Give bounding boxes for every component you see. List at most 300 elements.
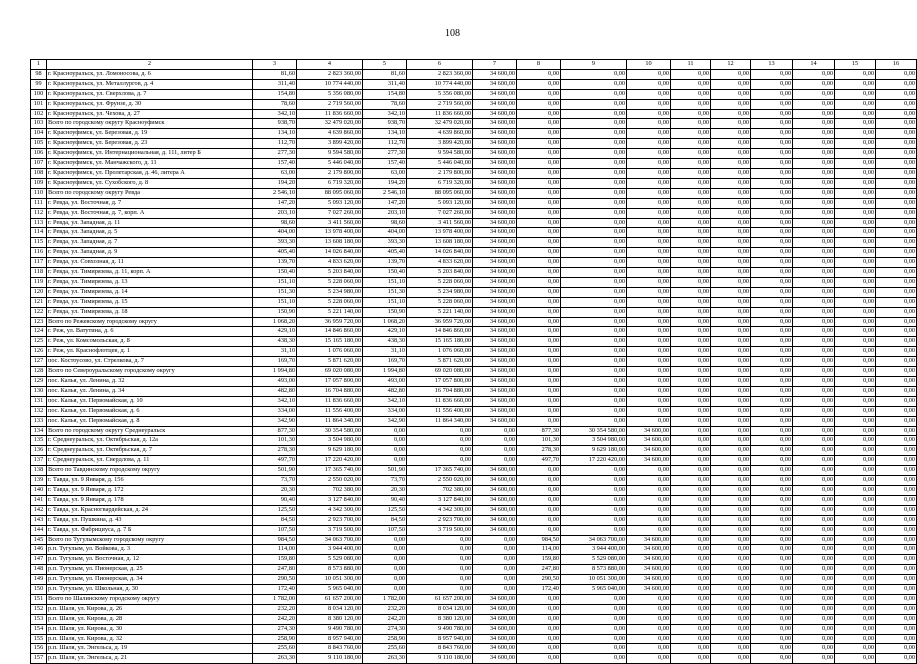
- row-number-cell: 117: [31, 258, 47, 268]
- value-cell: 0,00: [363, 555, 407, 565]
- value-cell: 34 600,00: [473, 634, 517, 644]
- value-cell: 34 600,00: [473, 327, 517, 337]
- value-cell: 14 026 840,00: [407, 248, 473, 258]
- table-row: [31, 139, 917, 149]
- value-cell: 3 719 500,00: [297, 525, 363, 535]
- value-cell: 0,00: [627, 347, 671, 357]
- value-cell: 0,00: [517, 89, 561, 99]
- address-cell: р.п. Тугулым, ул. Школьная, д. 30: [47, 585, 253, 595]
- value-cell: 247,80: [253, 565, 297, 575]
- row-number-cell: 137: [31, 456, 47, 466]
- value-cell: 34 600,00: [627, 426, 671, 436]
- table-row: [31, 485, 917, 495]
- value-cell: 0,00: [561, 178, 627, 188]
- value-cell: 34 600,00: [473, 297, 517, 307]
- value-cell: 0,00: [751, 624, 793, 634]
- value-cell: 0,00: [627, 367, 671, 377]
- value-cell: 0,00: [627, 485, 671, 495]
- value-cell: 0,00: [835, 69, 876, 79]
- value-cell: 5 203 840,00: [297, 268, 363, 278]
- value-cell: 0,00: [711, 565, 751, 575]
- value-cell: 9 629 180,00: [297, 446, 363, 456]
- value-cell: 11 864 340,00: [407, 416, 473, 426]
- row-number-cell: 98: [31, 69, 47, 79]
- value-cell: 0,00: [751, 654, 793, 664]
- value-cell: 34 600,00: [473, 367, 517, 377]
- value-cell: 0,00: [671, 377, 711, 387]
- value-cell: 0,00: [751, 119, 793, 129]
- value-cell: 30 354 580,00: [297, 426, 363, 436]
- value-cell: 0,00: [751, 149, 793, 159]
- value-cell: 34 600,00: [473, 129, 517, 139]
- value-cell: 0,00: [561, 347, 627, 357]
- value-cell: 0,00: [517, 505, 561, 515]
- value-cell: 0,00: [876, 545, 917, 555]
- value-cell: 0,00: [711, 287, 751, 297]
- value-cell: 8 034 120,00: [407, 604, 473, 614]
- value-cell: 0,00: [711, 456, 751, 466]
- value-cell: 5 356 080,00: [297, 89, 363, 99]
- value-cell: 0,00: [876, 139, 917, 149]
- value-cell: 0,00: [627, 109, 671, 119]
- value-cell: 0,00: [517, 268, 561, 278]
- value-cell: 0,00: [751, 218, 793, 228]
- value-cell: 0,00: [751, 268, 793, 278]
- value-cell: 0,00: [793, 149, 835, 159]
- row-number-cell: 99: [31, 79, 47, 89]
- value-cell: 938,70: [253, 119, 297, 129]
- value-cell: 0,00: [751, 248, 793, 258]
- value-cell: 0,00: [517, 614, 561, 624]
- row-number-cell: 157: [31, 654, 47, 664]
- value-cell: 0,00: [561, 317, 627, 327]
- value-cell: 278,30: [517, 446, 561, 456]
- value-cell: 0,00: [561, 614, 627, 624]
- value-cell: 0,00: [876, 565, 917, 575]
- value-cell: 0,00: [627, 505, 671, 515]
- value-cell: 0,00: [751, 327, 793, 337]
- value-cell: 1 782,00: [253, 594, 297, 604]
- value-cell: 0,00: [671, 337, 711, 347]
- value-cell: 0,00: [876, 505, 917, 515]
- value-cell: 34 600,00: [473, 614, 517, 624]
- value-cell: 32 479 020,00: [407, 119, 473, 129]
- value-cell: 84,50: [363, 515, 407, 525]
- table-row: [31, 268, 917, 278]
- value-cell: 0,00: [711, 327, 751, 337]
- value-cell: 0,00: [835, 515, 876, 525]
- value-cell: 0,00: [793, 218, 835, 228]
- value-cell: 2 719 560,00: [297, 99, 363, 109]
- value-cell: 0,00: [517, 99, 561, 109]
- address-cell: Всего по Североуральскому городскому округу: [47, 367, 253, 377]
- value-cell: 429,10: [363, 327, 407, 337]
- value-cell: 0,00: [671, 198, 711, 208]
- value-cell: 0,00: [627, 644, 671, 654]
- value-cell: 0,00: [671, 525, 711, 535]
- row-number-cell: 104: [31, 129, 47, 139]
- value-cell: 5 446 040,00: [407, 159, 473, 169]
- value-cell: 0,00: [751, 535, 793, 545]
- value-cell: 63,00: [363, 168, 407, 178]
- value-cell: 4 833 620,00: [407, 258, 473, 268]
- value-cell: 0,00: [561, 79, 627, 89]
- value-cell: 258,90: [253, 634, 297, 644]
- value-cell: 34 600,00: [473, 307, 517, 317]
- value-cell: 0,00: [711, 198, 751, 208]
- value-cell: 0,00: [793, 446, 835, 456]
- value-cell: 482,80: [253, 386, 297, 396]
- address-cell: пос. Калья, ул. Ленина, д. 34: [47, 386, 253, 396]
- value-cell: 0,00: [835, 149, 876, 159]
- value-cell: 0,00: [561, 129, 627, 139]
- value-cell: 0,00: [561, 109, 627, 119]
- value-cell: 0,00: [711, 337, 751, 347]
- value-cell: 0,00: [711, 69, 751, 79]
- row-number-cell: 130: [31, 386, 47, 396]
- value-cell: 0,00: [835, 168, 876, 178]
- value-cell: 0,00: [671, 585, 711, 595]
- table-row: [31, 654, 917, 664]
- value-cell: 0,00: [627, 248, 671, 258]
- address-cell: пос. Калья, ул. Первомайская, д. 6: [47, 406, 253, 416]
- value-cell: 0,00: [793, 575, 835, 585]
- value-cell: 34 600,00: [473, 287, 517, 297]
- value-cell: 81,60: [363, 69, 407, 79]
- value-cell: 31,10: [253, 347, 297, 357]
- value-cell: 0,00: [835, 178, 876, 188]
- value-cell: 0,00: [876, 149, 917, 159]
- value-cell: 0,00: [671, 238, 711, 248]
- value-cell: 0,00: [627, 149, 671, 159]
- address-cell: р.п. Тугулым, ул. Пионерская, д. 34: [47, 575, 253, 585]
- value-cell: 34 600,00: [473, 238, 517, 248]
- value-cell: 125,50: [253, 505, 297, 515]
- value-cell: 203,10: [363, 208, 407, 218]
- value-cell: 0,00: [627, 268, 671, 278]
- value-cell: 0,00: [876, 119, 917, 129]
- value-cell: 0,00: [627, 386, 671, 396]
- table-row: [31, 644, 917, 654]
- value-cell: 0,00: [751, 287, 793, 297]
- address-cell: Всего по Шалинскому городскому округу: [47, 594, 253, 604]
- value-cell: 34 600,00: [473, 149, 517, 159]
- row-number-cell: 125: [31, 337, 47, 347]
- row-number-cell: 135: [31, 436, 47, 446]
- row-number-cell: 148: [31, 565, 47, 575]
- row-number-cell: 105: [31, 139, 47, 149]
- value-cell: 84,50: [253, 515, 297, 525]
- row-number-cell: 138: [31, 466, 47, 476]
- address-cell: г. Тавда, ул. 9 Января, д. 156: [47, 476, 253, 486]
- value-cell: 0,00: [711, 99, 751, 109]
- value-cell: 34 600,00: [627, 545, 671, 555]
- value-cell: 13 608 180,00: [407, 238, 473, 248]
- value-cell: 9 110 180,00: [407, 654, 473, 664]
- value-cell: 0,00: [876, 386, 917, 396]
- value-cell: 429,10: [253, 327, 297, 337]
- value-cell: 0,00: [793, 129, 835, 139]
- value-cell: 0,00: [627, 238, 671, 248]
- value-cell: 0,00: [793, 268, 835, 278]
- row-number-cell: 113: [31, 218, 47, 228]
- value-cell: 5 093 120,00: [297, 198, 363, 208]
- value-cell: 0,00: [793, 188, 835, 198]
- value-cell: 393,30: [363, 238, 407, 248]
- value-cell: 0,00: [711, 555, 751, 565]
- value-cell: 0,00: [671, 436, 711, 446]
- value-cell: 0,00: [835, 614, 876, 624]
- value-cell: 0,00: [876, 159, 917, 169]
- row-number-cell: 108: [31, 168, 47, 178]
- row-number-cell: 100: [31, 89, 47, 99]
- value-cell: 73,70: [253, 476, 297, 486]
- value-cell: 0,00: [876, 129, 917, 139]
- value-cell: 0,00: [751, 377, 793, 387]
- value-cell: 0,00: [711, 585, 751, 595]
- value-cell: 13 978 400,00: [407, 228, 473, 238]
- value-cell: 0,00: [751, 555, 793, 565]
- value-cell: 0,00: [561, 634, 627, 644]
- value-cell: 0,00: [751, 525, 793, 535]
- row-number-cell: 112: [31, 208, 47, 218]
- value-cell: 1 068,20: [363, 317, 407, 327]
- page-number: 108: [445, 28, 460, 39]
- value-cell: 0,00: [627, 119, 671, 129]
- address-cell: г. Реж, ул. Комсомольская, д. 8: [47, 337, 253, 347]
- value-cell: 34 600,00: [473, 406, 517, 416]
- value-cell: 34 600,00: [473, 466, 517, 476]
- value-cell: 0,00: [517, 515, 561, 525]
- address-cell: г. Среднеуральск, ул. Октябрьская, д. 12а: [47, 436, 253, 446]
- value-cell: 0,00: [793, 89, 835, 99]
- value-cell: 0,00: [627, 297, 671, 307]
- value-cell: 0,00: [751, 406, 793, 416]
- value-cell: 0,00: [835, 575, 876, 585]
- table-row: [31, 188, 917, 198]
- value-cell: 5 965 040,00: [561, 585, 627, 595]
- value-cell: 0,00: [561, 188, 627, 198]
- value-cell: 34 600,00: [473, 495, 517, 505]
- value-cell: 61 657 200,00: [407, 594, 473, 604]
- value-cell: 0,00: [671, 347, 711, 357]
- value-cell: 8 843 760,00: [297, 644, 363, 654]
- address-cell: Всего по Тавдинскому городскому округу: [47, 466, 253, 476]
- value-cell: 0,00: [671, 129, 711, 139]
- value-cell: 36 959 720,00: [297, 317, 363, 327]
- value-cell: 0,00: [835, 287, 876, 297]
- value-cell: 0,00: [517, 367, 561, 377]
- row-number-cell: 114: [31, 228, 47, 238]
- value-cell: 0,00: [876, 297, 917, 307]
- value-cell: 0,00: [751, 297, 793, 307]
- value-cell: 0,00: [517, 644, 561, 654]
- row-number-cell: 142: [31, 505, 47, 515]
- value-cell: 0,00: [751, 634, 793, 644]
- value-cell: 0,00: [835, 99, 876, 109]
- value-cell: 0,00: [517, 109, 561, 119]
- value-cell: 0,00: [517, 139, 561, 149]
- value-cell: 8 380 120,00: [407, 614, 473, 624]
- value-cell: 0,00: [627, 218, 671, 228]
- address-cell: г. Среднеуральск, ул. Октябрьская, д. 7: [47, 446, 253, 456]
- table-row: [31, 575, 917, 585]
- value-cell: 34 600,00: [627, 535, 671, 545]
- row-number-cell: 123: [31, 317, 47, 327]
- value-cell: 34 600,00: [627, 565, 671, 575]
- value-cell: 2 179 800,00: [407, 168, 473, 178]
- value-cell: 0,00: [835, 258, 876, 268]
- value-cell: 0,00: [671, 268, 711, 278]
- value-cell: 0,00: [793, 119, 835, 129]
- value-cell: 0,00: [561, 168, 627, 178]
- address-cell: г. Тавда, ул. 9 Января, д. 178: [47, 495, 253, 505]
- value-cell: 0,00: [671, 476, 711, 486]
- value-cell: 147,20: [363, 198, 407, 208]
- value-cell: 0,00: [751, 485, 793, 495]
- value-cell: 0,00: [835, 505, 876, 515]
- value-cell: 258,90: [363, 634, 407, 644]
- value-cell: 0,00: [751, 228, 793, 238]
- value-cell: 5 446 040,00: [297, 159, 363, 169]
- value-cell: 0,00: [835, 277, 876, 287]
- value-cell: 0,00: [561, 495, 627, 505]
- value-cell: 4 342 300,00: [297, 505, 363, 515]
- value-cell: 0,00: [751, 386, 793, 396]
- value-cell: 405,40: [363, 248, 407, 258]
- value-cell: 0,00: [627, 604, 671, 614]
- value-cell: 0,00: [627, 79, 671, 89]
- value-cell: 0,00: [671, 327, 711, 337]
- value-cell: 0,00: [561, 149, 627, 159]
- value-cell: 0,00: [627, 377, 671, 387]
- value-cell: 4 833 620,00: [297, 258, 363, 268]
- value-cell: 0,00: [835, 406, 876, 416]
- value-cell: 1 994,80: [363, 367, 407, 377]
- value-cell: 0,00: [876, 396, 917, 406]
- value-cell: 0,00: [793, 604, 835, 614]
- value-cell: 263,30: [253, 654, 297, 664]
- value-cell: 0,00: [876, 585, 917, 595]
- value-cell: 0,00: [627, 594, 671, 604]
- value-cell: 0,00: [751, 436, 793, 446]
- value-cell: 702 380,00: [407, 485, 473, 495]
- value-cell: 0,00: [793, 79, 835, 89]
- value-cell: 5 203 840,00: [407, 268, 473, 278]
- address-cell: г. Ревда, ул. Тимирязева, д. 18: [47, 307, 253, 317]
- value-cell: 34 600,00: [473, 79, 517, 89]
- value-cell: 34 600,00: [627, 575, 671, 585]
- value-cell: 0,00: [671, 624, 711, 634]
- value-cell: 10 051 300,00: [297, 575, 363, 585]
- value-cell: 134,10: [253, 129, 297, 139]
- value-cell: 0,00: [835, 317, 876, 327]
- value-cell: 0,00: [835, 367, 876, 377]
- value-cell: 0,00: [876, 248, 917, 258]
- value-cell: 702 380,00: [297, 485, 363, 495]
- value-cell: 0,00: [876, 208, 917, 218]
- value-cell: 0,00: [876, 287, 917, 297]
- value-cell: 0,00: [627, 188, 671, 198]
- value-cell: 0,00: [711, 347, 751, 357]
- value-cell: 0,00: [835, 327, 876, 337]
- value-cell: 0,00: [561, 476, 627, 486]
- value-cell: 0,00: [793, 377, 835, 387]
- table-row: [31, 446, 917, 456]
- value-cell: 2 923 700,00: [297, 515, 363, 525]
- value-cell: 0,00: [751, 109, 793, 119]
- table-row: [31, 218, 917, 228]
- row-number-cell: 122: [31, 307, 47, 317]
- table-row: [31, 624, 917, 634]
- value-cell: 0,00: [793, 634, 835, 644]
- value-cell: 0,00: [835, 495, 876, 505]
- value-cell: 0,00: [793, 228, 835, 238]
- value-cell: 0,00: [793, 436, 835, 446]
- value-cell: 0,00: [627, 476, 671, 486]
- value-cell: 0,00: [876, 476, 917, 486]
- value-cell: 101,30: [517, 436, 561, 446]
- value-cell: 0,00: [671, 555, 711, 565]
- value-cell: 0,00: [751, 396, 793, 406]
- row-number-cell: 126: [31, 347, 47, 357]
- value-cell: 0,00: [751, 89, 793, 99]
- value-cell: 134,10: [363, 129, 407, 139]
- value-cell: 0,00: [711, 268, 751, 278]
- value-cell: 0,00: [711, 149, 751, 159]
- row-number-cell: 150: [31, 585, 47, 595]
- value-cell: 0,00: [711, 218, 751, 228]
- value-cell: 0,00: [793, 644, 835, 654]
- value-cell: 203,10: [253, 208, 297, 218]
- value-cell: 0,00: [517, 386, 561, 396]
- value-cell: 0,00: [876, 654, 917, 664]
- value-cell: 34 600,00: [473, 268, 517, 278]
- table-row: [31, 69, 917, 79]
- row-number-cell: 146: [31, 545, 47, 555]
- value-cell: 0,00: [876, 99, 917, 109]
- column-header: 16: [876, 60, 917, 70]
- table-row: [31, 357, 917, 367]
- value-cell: 17 365 740,00: [297, 466, 363, 476]
- value-cell: 0,00: [876, 614, 917, 624]
- value-cell: 34 600,00: [627, 436, 671, 446]
- value-cell: 0,00: [561, 327, 627, 337]
- value-cell: 0,00: [561, 218, 627, 228]
- value-cell: 0,00: [751, 565, 793, 575]
- value-cell: 0,00: [671, 594, 711, 604]
- value-cell: 157,40: [253, 159, 297, 169]
- value-cell: 0,00: [407, 456, 473, 466]
- value-cell: 0,00: [561, 505, 627, 515]
- value-cell: 0,00: [751, 545, 793, 555]
- value-cell: 0,00: [876, 436, 917, 446]
- value-cell: 98,60: [363, 218, 407, 228]
- value-cell: 78,60: [253, 99, 297, 109]
- column-header: 15: [835, 60, 876, 70]
- value-cell: 0,00: [627, 139, 671, 149]
- value-cell: 0,00: [835, 396, 876, 406]
- value-cell: 0,00: [793, 466, 835, 476]
- value-cell: 20,30: [363, 485, 407, 495]
- value-cell: 34 600,00: [473, 505, 517, 515]
- value-cell: 0,00: [835, 347, 876, 357]
- value-cell: 501,90: [253, 466, 297, 476]
- value-cell: 1 076 060,00: [407, 347, 473, 357]
- value-cell: 2 179 800,00: [297, 168, 363, 178]
- row-number-cell: 140: [31, 485, 47, 495]
- value-cell: 0,00: [835, 79, 876, 89]
